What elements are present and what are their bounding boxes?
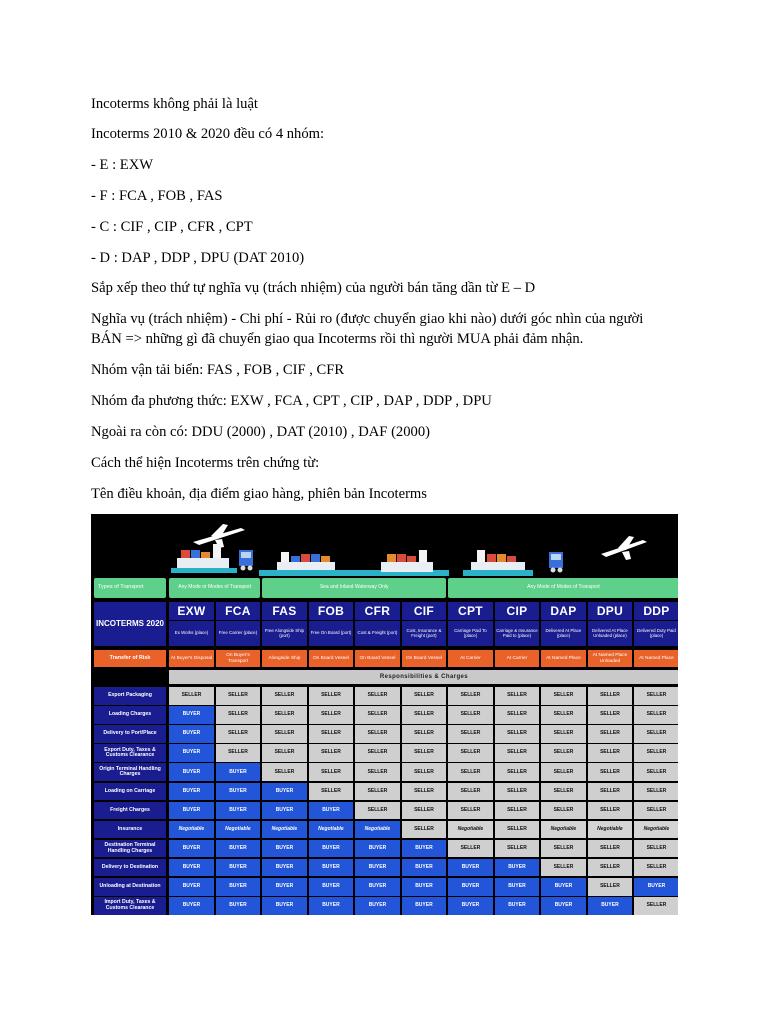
responsibility-cell: SELLER [541, 706, 586, 724]
responsibility-row-label: Loading Charges [94, 706, 166, 724]
responsibility-cell: SELLER [495, 744, 540, 762]
responsibility-cell: BUYER [216, 763, 261, 781]
risk-transfer-cell: At Carrier [495, 650, 540, 667]
paragraph-4: - F : FCA , FOB , FAS [91, 188, 223, 204]
responsibility-cell: BUYER [262, 878, 307, 896]
responsibilities-header: Responsibilities & Charges [169, 670, 678, 684]
responsibility-cell: SELLER [588, 840, 633, 858]
responsibility-cell: SELLER [588, 725, 633, 743]
transfer-of-risk-label: Transfer of Risk [94, 650, 166, 667]
responsibility-cell: BUYER [169, 744, 214, 762]
responsibility-cell: SELLER [448, 687, 493, 705]
risk-transfer-cell: At Buyer's Disposal [169, 650, 214, 667]
container-ship-icon [463, 550, 533, 576]
responsibility-cell: SELLER [355, 706, 400, 724]
incoterm-description: Ex Works (place) [169, 621, 214, 646]
responsibility-cell: BUYER [355, 897, 400, 915]
responsibility-cell: SELLER [541, 802, 586, 820]
responsibility-cell: BUYER [309, 897, 354, 915]
responsibility-cell: SELLER [495, 725, 540, 743]
responsibility-cell: BUYER [541, 897, 586, 915]
incoterm-description: Free Alongside Ship (port) [262, 621, 307, 646]
responsibility-cell: SELLER [402, 821, 447, 839]
responsibility-cell: BUYER [169, 706, 214, 724]
responsibility-cell: BUYER [309, 802, 354, 820]
container-ship-icon [171, 544, 237, 573]
responsibility-cell: SELLER [402, 802, 447, 820]
responsibility-cell: Negotiable [309, 821, 354, 839]
paragraph-5: - C : CIF , CIP , CFR , CPT [91, 219, 253, 235]
responsibility-row-label: Freight Charges [94, 802, 166, 820]
responsibility-cell: Negotiable [541, 821, 586, 839]
risk-transfer-cell: Alongside Ship [262, 650, 307, 667]
responsibility-cell: SELLER [355, 783, 400, 801]
responsibility-cell: Negotiable [262, 821, 307, 839]
responsibility-cell: BUYER [216, 840, 261, 858]
responsibility-cell: Negotiable [634, 821, 678, 839]
paragraph-13: Tên điều khoản, địa điểm giao hàng, phiên bản Incoterms [91, 486, 427, 502]
incoterm-code: FOB [309, 602, 354, 620]
paragraph-8: Nghĩa vụ (trách nhiệm) - Chi phí - Rủi ro (được chuyển giao khi nào) dưới góc nhìn của người BÁN => những gì đã chuyển giao qua Incoterms rồi thì người MUA phải đảm nhận. [91, 311, 644, 347]
responsibility-row-label: Delivery to Destination [94, 859, 166, 877]
truck-icon [239, 550, 253, 571]
risk-transfer-cell: At Carrier [448, 650, 493, 667]
responsibility-cell: SELLER [588, 706, 633, 724]
responsibility-cell: SELLER [634, 687, 678, 705]
incoterm-description: Carriage & Insurance Paid to (place) [495, 621, 540, 646]
responsibility-cell: SELLER [448, 744, 493, 762]
paragraph-9: Nhóm vận tải biển: FAS , FOB , CIF , CFR [91, 362, 345, 378]
responsibility-cell: BUYER [355, 840, 400, 858]
responsibility-cell: SELLER [355, 725, 400, 743]
responsibility-cell: SELLER [541, 783, 586, 801]
responsibility-cell: BUYER [216, 802, 261, 820]
responsibility-cell: SELLER [588, 763, 633, 781]
responsibility-cell: SELLER [495, 783, 540, 801]
responsibility-cell: SELLER [634, 706, 678, 724]
responsibility-cell: SELLER [309, 725, 354, 743]
paragraph-12: Cách thể hiện Incoterms trên chứng từ: [91, 455, 320, 471]
responsibility-cell: SELLER [541, 725, 586, 743]
responsibility-row-label: Import Duty, Taxes & Customs Clearance [94, 897, 166, 915]
incoterms-2020-chart [91, 514, 678, 915]
risk-transfer-cell: At Named Place [634, 650, 678, 667]
responsibility-cell: BUYER [262, 840, 307, 858]
responsibility-cell: BUYER [216, 783, 261, 801]
responsibility-cell: BUYER [355, 878, 400, 896]
responsibility-cell: SELLER [495, 687, 540, 705]
types-of-transport-label: Types of Transport [94, 578, 166, 598]
responsibility-cell: SELLER [541, 744, 586, 762]
responsibility-cell: SELLER [309, 706, 354, 724]
transport-mode-sea: Sea and Inland Waterway Only [262, 578, 446, 598]
responsibility-cell: BUYER [448, 897, 493, 915]
responsibility-cell: BUYER [169, 783, 214, 801]
incoterms-2020-label: INCOTERMS 2020 [94, 602, 166, 646]
responsibility-cell: SELLER [355, 763, 400, 781]
responsibility-cell: BUYER [309, 878, 354, 896]
responsibility-cell: SELLER [262, 744, 307, 762]
responsibility-cell: BUYER [262, 783, 307, 801]
responsibility-cell: SELLER [495, 840, 540, 858]
responsibility-cell: SELLER [309, 744, 354, 762]
responsibility-cell: SELLER [402, 783, 447, 801]
incoterm-description: Free Carrier (place) [216, 621, 261, 646]
responsibility-cell: SELLER [448, 802, 493, 820]
risk-transfer-cell: At Named Place [541, 650, 586, 667]
responsibility-cell: SELLER [309, 763, 354, 781]
responsibility-cell: BUYER [541, 878, 586, 896]
responsibility-cell: SELLER [169, 687, 214, 705]
responsibility-cell: SELLER [262, 687, 307, 705]
responsibility-cell: SELLER [588, 687, 633, 705]
responsibility-cell: BUYER [262, 897, 307, 915]
transport-mode-any-2: Any Mode of Modes of Transport [448, 578, 678, 598]
incoterm-code: CIF [402, 602, 447, 620]
responsibility-cell: SELLER [402, 744, 447, 762]
incoterm-description: Delivered At Place Unloaded (place) [588, 621, 633, 646]
responsibility-row-label: Delivery to Port/Place [94, 725, 166, 743]
risk-transfer-cell: On Board Vessel [309, 650, 354, 667]
responsibility-cell: SELLER [588, 878, 633, 896]
paragraph-10: Nhóm đa phương thức: EXW , FCA , CPT , CIP , DAP , DDP , DPU [91, 393, 492, 409]
responsibility-cell: SELLER [588, 859, 633, 877]
responsibility-cell: SELLER [541, 859, 586, 877]
responsibility-cell: BUYER [169, 725, 214, 743]
responsibility-cell: BUYER [169, 763, 214, 781]
responsibility-cell: BUYER [169, 878, 214, 896]
risk-transfer-cell: On Buyer's Transport [216, 650, 261, 667]
responsibility-cell: SELLER [262, 725, 307, 743]
responsibility-cell: BUYER [495, 897, 540, 915]
incoterm-description: Delivered At Place (place) [541, 621, 586, 646]
container-ship-icon [381, 550, 433, 572]
responsibility-cell: SELLER [634, 859, 678, 877]
responsibility-cell: Negotiable [216, 821, 261, 839]
responsibility-row-label: Unloading at Destination [94, 878, 166, 896]
responsibility-cell: Negotiable [588, 821, 633, 839]
responsibility-cell: SELLER [588, 802, 633, 820]
incoterm-description: Cost, Insurance & Freight (port) [402, 621, 447, 646]
paragraph-7: Sắp xếp theo thứ tự nghĩa vụ (trách nhiệm) của người bán tăng dần từ E – D [91, 280, 536, 296]
airplane-icon [601, 536, 647, 560]
responsibility-cell: SELLER [448, 763, 493, 781]
incoterm-code: DPU [588, 602, 633, 620]
responsibility-cell: BUYER [634, 878, 678, 896]
responsibility-cell: SELLER [448, 725, 493, 743]
responsibility-cell: SELLER [448, 706, 493, 724]
paragraph-3: - E : EXW [91, 157, 154, 173]
responsibility-cell: BUYER [402, 897, 447, 915]
responsibility-cell: SELLER [402, 706, 447, 724]
responsibility-cell: SELLER [355, 802, 400, 820]
responsibility-cell: SELLER [448, 840, 493, 858]
responsibility-row-label: Origin Terminal Handling Charges [94, 763, 166, 781]
incoterm-description: Carriage Paid To (place) [448, 621, 493, 646]
responsibility-cell: SELLER [495, 763, 540, 781]
responsibility-cell: SELLER [402, 725, 447, 743]
incoterm-code: CFR [355, 602, 400, 620]
responsibility-cell: BUYER [355, 859, 400, 877]
responsibility-cell: BUYER [402, 840, 447, 858]
paragraph-1: Incoterms không phải là luật [91, 96, 258, 112]
responsibility-cell: SELLER [262, 706, 307, 724]
responsibility-row-label: Destination Terminal Handling Charges [94, 840, 166, 858]
paragraph-2: Incoterms 2010 & 2020 đều có 4 nhóm: [91, 126, 325, 142]
responsibility-cell: SELLER [634, 897, 678, 915]
responsibility-cell: SELLER [262, 763, 307, 781]
incoterm-code: FAS [262, 602, 307, 620]
paragraph-6: - D : DAP , DDP , DPU (DAT 2010) [91, 250, 305, 266]
risk-transfer-cell: On Board Vessel [402, 650, 447, 667]
responsibility-row-label: Export Packaging [94, 687, 166, 705]
responsibility-cell: SELLER [216, 706, 261, 724]
incoterm-code: CIP [495, 602, 540, 620]
responsibility-cell: BUYER [262, 859, 307, 877]
responsibility-cell: SELLER [216, 687, 261, 705]
responsibility-cell: SELLER [495, 706, 540, 724]
responsibility-cell: BUYER [448, 859, 493, 877]
responsibility-cell: SELLER [355, 744, 400, 762]
transport-illustration [91, 514, 678, 576]
responsibility-cell: BUYER [309, 840, 354, 858]
transport-mode-any-1: Any Mode or Modes of Transport [169, 578, 260, 598]
responsibility-cell: BUYER [169, 897, 214, 915]
responsibility-cell: SELLER [634, 840, 678, 858]
responsibility-cell: SELLER [448, 783, 493, 801]
responsibility-cell: Negotiable [355, 821, 400, 839]
truck-icon [549, 552, 563, 573]
responsibility-cell: BUYER [309, 859, 354, 877]
incoterm-code: DDP [634, 602, 678, 620]
incoterm-code: CPT [448, 602, 493, 620]
responsibility-row-label: Loading on Carriage [94, 783, 166, 801]
incoterm-code: FCA [216, 602, 261, 620]
responsibility-cell: SELLER [588, 783, 633, 801]
responsibility-cell: BUYER [169, 802, 214, 820]
incoterm-code: EXW [169, 602, 214, 620]
responsibility-cell: SELLER [402, 763, 447, 781]
responsibility-cell: BUYER [169, 840, 214, 858]
responsibility-row-label: Insurance [94, 821, 166, 839]
responsibility-cell: SELLER [634, 744, 678, 762]
incoterm-description: Cost & Freight (port) [355, 621, 400, 646]
responsibility-cell: Negotiable [169, 821, 214, 839]
risk-transfer-cell: At Named Place Unloaded [588, 650, 633, 667]
responsibility-cell: BUYER [495, 859, 540, 877]
responsibility-cell: BUYER [448, 878, 493, 896]
risk-transfer-cell: On Board Vessel [355, 650, 400, 667]
responsibility-cell: SELLER [309, 783, 354, 801]
responsibility-cell: BUYER [402, 878, 447, 896]
incoterm-description: Delivered Duty Paid (place) [634, 621, 678, 646]
responsibility-cell: BUYER [216, 859, 261, 877]
responsibility-cell: SELLER [495, 821, 540, 839]
responsibility-cell: SELLER [216, 744, 261, 762]
paragraph-11: Ngoài ra còn có: DDU (2000) , DAT (2010) , DAF (2000) [91, 424, 430, 440]
responsibility-cell: SELLER [541, 840, 586, 858]
responsibility-cell: SELLER [402, 687, 447, 705]
responsibility-cell: BUYER [262, 802, 307, 820]
responsibility-cell: BUYER [169, 859, 214, 877]
responsibility-row-label: Export Duty, Taxes & Customs Clearance [94, 744, 166, 762]
responsibility-cell: SELLER [309, 687, 354, 705]
responsibility-cell: BUYER [216, 878, 261, 896]
responsibility-cell: SELLER [634, 783, 678, 801]
responsibility-cell: SELLER [541, 763, 586, 781]
responsibility-cell: BUYER [495, 878, 540, 896]
incoterm-description: Free On Board (port) [309, 621, 354, 646]
responsibility-cell: SELLER [495, 802, 540, 820]
responsibility-cell: SELLER [634, 802, 678, 820]
responsibility-cell: BUYER [216, 897, 261, 915]
responsibility-cell: SELLER [216, 725, 261, 743]
responsibility-cell: SELLER [355, 687, 400, 705]
responsibility-cell: SELLER [588, 744, 633, 762]
incoterm-code: DAP [541, 602, 586, 620]
responsibility-cell: SELLER [541, 687, 586, 705]
responsibility-cell: Negotiable [448, 821, 493, 839]
responsibility-cell: BUYER [588, 897, 633, 915]
responsibility-cell: SELLER [634, 725, 678, 743]
responsibility-cell: BUYER [402, 859, 447, 877]
responsibility-cell: SELLER [634, 763, 678, 781]
